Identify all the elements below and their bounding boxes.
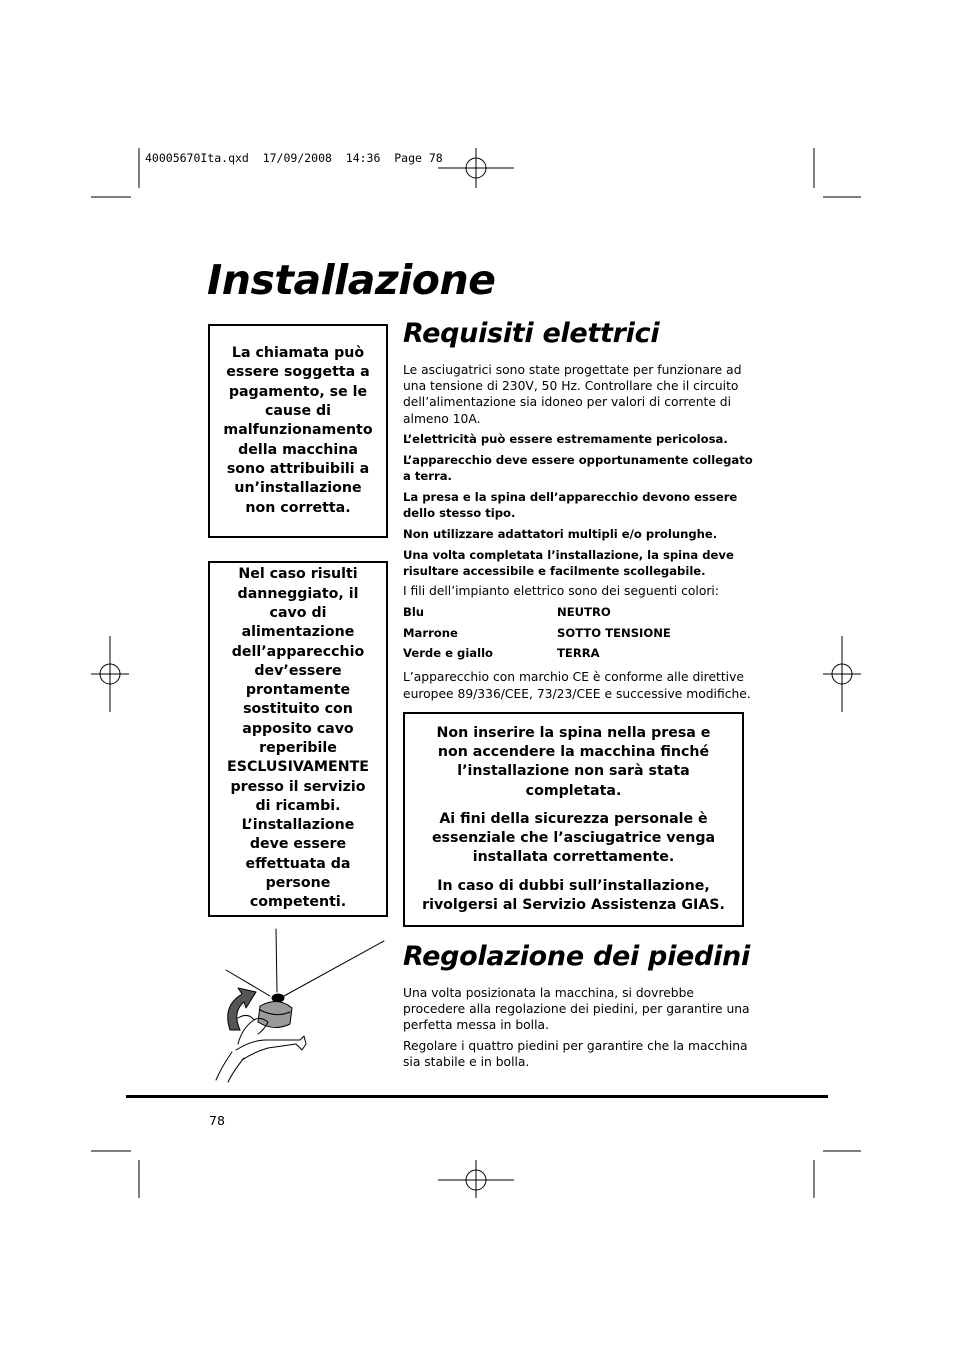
page-number: 78 [209, 1113, 225, 1128]
wire-color: Verde e giallo [403, 645, 494, 660]
electrical-warning: La presa e la spina dell’apparecchio devono essere dello stesso tipo. [403, 489, 738, 521]
foot-adjustment-illustration [208, 926, 386, 1084]
electrical-warning: Una volta completata l’installazione, la spina deve risultare accessibile e facilmente scollegabile. [403, 547, 734, 578]
wire-color: Marrone [403, 625, 458, 640]
wire-function: TERRA [557, 645, 600, 660]
warning-box-text: La chiamata può essere soggetta a pagamento, se le cause di malfunzionamento della macchina sono attribuibili a un’installazione non corretta. [223, 345, 373, 516]
print-slug: 40005670Ita.qxd 17/09/2008 14:36 Page 78 [145, 151, 443, 165]
page-title: Installazione [207, 256, 496, 304]
electrical-warning: L’elettricità può essere estremamente pericolosa. [403, 432, 728, 447]
feet-section [403, 985, 755, 1075]
electrical-warning: Non utilizzare adattatori multipli e/o prolunghe. [403, 526, 718, 541]
warning-box-text: Nel caso risulti danneggiato, il cavo di alimentazione dell’apparecchio dev’essere prontamente sostituito con apposito cavo reperibile ESCLUSIVAMENTE presso il servizio di ricambi. L’installazione deve essere effettuata da persone competenti. [227, 566, 369, 911]
wire-function: SOTTO TENSIONE [557, 625, 671, 640]
electrical-section [403, 362, 755, 706]
ce-note: L’apparecchio con marchio CE è conforme alle direttive europee 89/336/CEE, 73/23/CEE e successive modifiche. [403, 670, 751, 701]
table-row [403, 604, 755, 624]
feet-paragraph: Una volta posizionata la macchina, si dovrebbe procedere alla regolazione dei piedini, per garantire una perfetta messa in bolla. [403, 986, 750, 1033]
section-heading-feet: Regolazione dei piedini [403, 941, 750, 972]
wire-function: NEUTRO [557, 605, 611, 620]
electrical-warning: L’apparecchio deve essere opportunamente collegato a terra. [403, 453, 753, 484]
electrical-intro: Le asciugatrici sono state progettate per funzionare ad una tensione di 230V, 50 Hz. Controllare che il circuito dell’alimentazione sia idoneo per valori di corrente di almeno 10A. [403, 363, 742, 426]
wire-colors-table [403, 604, 755, 665]
section-heading-electrical: Requisiti elettrici [403, 318, 660, 349]
warning-box-power-cable [208, 561, 388, 917]
footer-rule [126, 1095, 828, 1098]
feet-paragraph: Regolare i quattro piedini per garantire che la macchina sia stabile e in bolla. [403, 1039, 748, 1070]
safety-box [403, 712, 744, 927]
wires-intro: I fili dell’impianto elettrico sono dei seguenti colori: [403, 584, 719, 599]
safety-text: Ai fini della sicurezza personale è essenziale che l’asciugatrice venga installata correttamente. [431, 810, 716, 866]
warning-box-service-charge [208, 324, 388, 538]
table-row [403, 645, 755, 665]
wire-color: Blu [403, 605, 425, 620]
safety-text: In caso di dubbi sull’installazione, rivolgersi al Servizio Assistenza GIAS. [422, 877, 725, 914]
table-row [403, 625, 755, 645]
safety-text: Non inserire la spina nella presa e non accendere la macchina finché l’installazione non sarà stata completata. [436, 724, 711, 799]
